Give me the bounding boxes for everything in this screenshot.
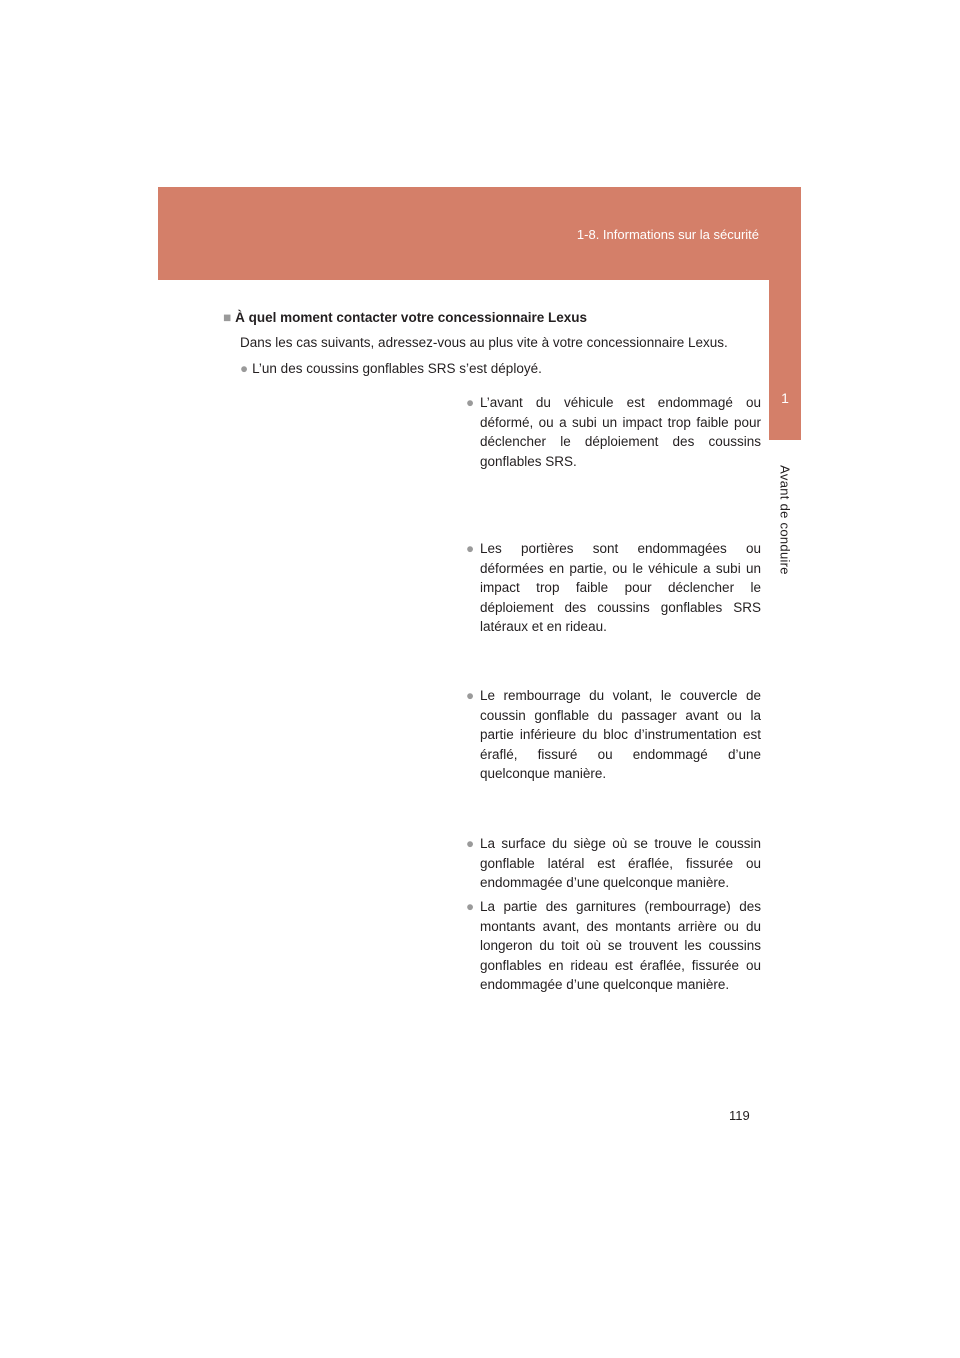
square-bullet-icon: ■	[223, 310, 232, 325]
heading-text: À quel moment contacter votre concessionnaire Lexus	[235, 310, 588, 325]
bullet-dot-icon: ●	[466, 899, 475, 914]
section-title: 1-8. Informations sur la sécurité	[576, 227, 759, 242]
list-item-text: Le rembourrage du volant, le couvercle de coussin gonflable du passager avant ou la partie inférieure du bloc d’instrumentation est éraflé, fissuré ou endommagé d’une quelconque manière.	[480, 688, 761, 781]
bullet-dot-icon: ●	[466, 395, 475, 410]
intro-text: Dans les cas suivants, adressez-vous au plus vite à votre concessionnaire Lexus.	[240, 335, 728, 350]
chapter-label: Avant de conduire	[777, 465, 793, 575]
list-item-text: L’avant du véhicule est endommagé ou déformé, ou a subi un impact trop faible pour déclencher le déploiement des coussins gonflables SRS.	[480, 395, 761, 469]
chapter-tab	[769, 280, 801, 440]
list-item	[466, 834, 761, 893]
list-item-text: La surface du siège où se trouve le coussin gonflable latéral est éraflée, fissurée ou endommagée d’une quelconque manière.	[480, 836, 761, 890]
bullet-dot-icon: ●	[240, 361, 249, 376]
list-item-text: Les portières sont endommagées ou déformées en partie, ou le véhicule a subi un impact trop faible pour déclencher le déploiement des coussins gonflables SRS latéraux et en rideau.	[480, 541, 761, 634]
header-band	[158, 187, 801, 280]
section-heading	[223, 310, 587, 325]
list-item-text: La partie des garnitures (rembourrage) des montants avant, des montants arrière ou du longeron du toit où se trouvent les coussins gonflables en rideau est éraflée, fissurée ou endommagée d’une quelconque manière.	[480, 899, 761, 992]
list-item	[466, 897, 761, 995]
list-item	[466, 393, 761, 471]
bullet-dot-icon: ●	[466, 688, 475, 703]
list-item-text: L’un des coussins gonflables SRS s’est déployé.	[252, 361, 542, 376]
chapter-number: 1	[781, 390, 789, 406]
list-item	[466, 539, 761, 637]
page-number: 119	[729, 1108, 750, 1123]
bullet-dot-icon: ●	[466, 836, 475, 851]
list-item	[466, 686, 761, 784]
bullet-dot-icon: ●	[466, 541, 475, 556]
list-item	[240, 361, 542, 376]
